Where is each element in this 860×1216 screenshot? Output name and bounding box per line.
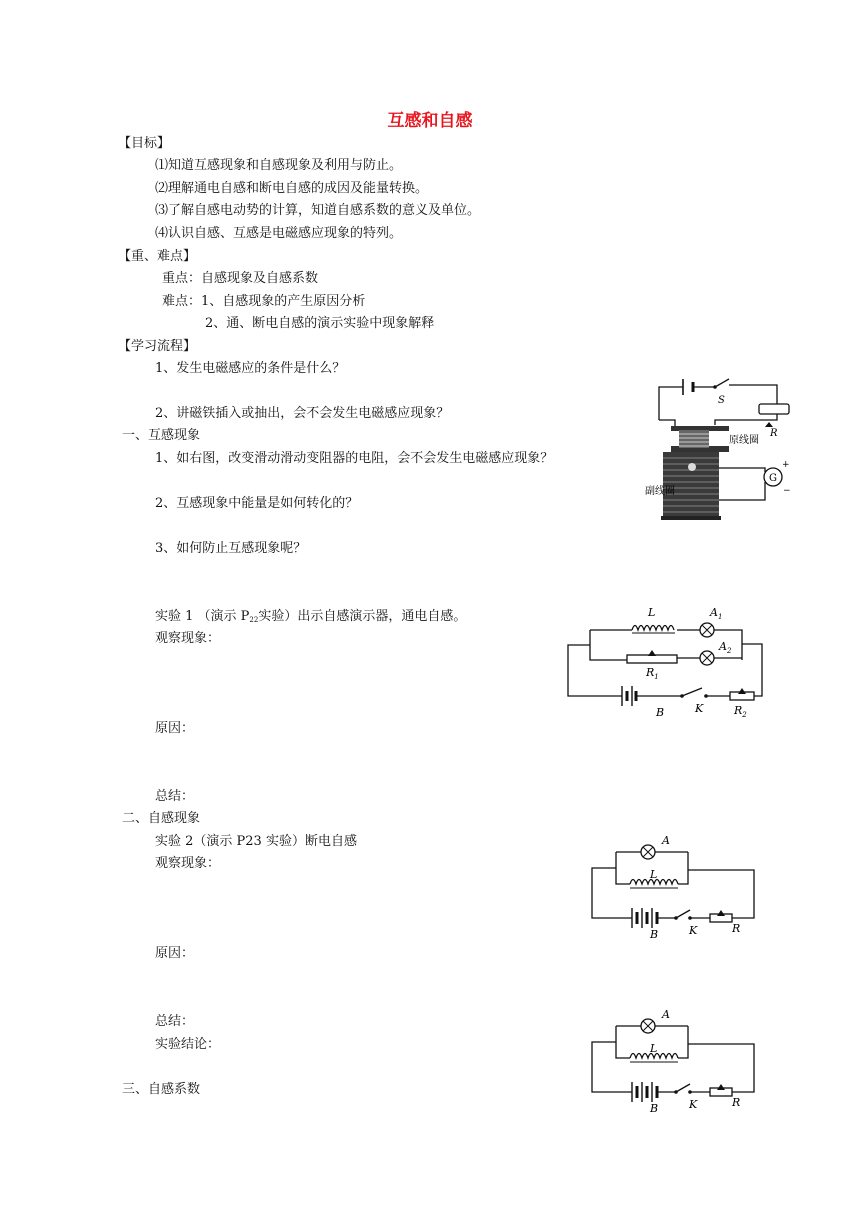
page-title: 互感和自感	[387, 111, 473, 131]
switch-label: K	[695, 702, 704, 715]
goal-item: ⑴知道互感现象和自感现象及利用与防止。	[155, 158, 403, 173]
inductor-label: L	[650, 1042, 658, 1055]
primary-coil-label: 原线圈	[729, 435, 759, 446]
goal-item: ⑷认识自感、互感是电磁感应现象的特列。	[155, 226, 403, 241]
key-point: 重点：自感现象及自感系数	[162, 271, 319, 286]
bulb-a2-label: $A_2$	[719, 640, 732, 655]
reason-label: 原因：	[155, 721, 195, 736]
rheostat-label: R	[732, 922, 741, 935]
battery-label: B	[650, 928, 659, 941]
switch-label: K	[689, 1098, 698, 1111]
rheostat-r2-label: $R_2$	[734, 704, 747, 719]
section-question: 1、如右图，改变滑动滑动变阻器的电阻，会不会发生电磁感应现象？	[155, 451, 554, 466]
bulb-a-label: A	[662, 1008, 670, 1021]
secondary-coil-label: 副线圈	[645, 486, 675, 497]
observe-label: 观察现象：	[155, 856, 221, 871]
switch-label: K	[689, 924, 698, 937]
observe-label: 观察现象：	[155, 631, 221, 646]
switch-label: S	[718, 395, 725, 406]
inductor-label: L	[648, 606, 656, 619]
summary-label: 总结：	[155, 789, 195, 804]
battery-label: B	[650, 1102, 659, 1115]
difficult-point: 2、通、断电自感的演示实验中现象解释	[205, 316, 435, 331]
experiment-2-label: 实验 2（演示 P23 实验）断电自感	[155, 834, 357, 849]
conclusion-label: 实验结论：	[155, 1037, 221, 1052]
minus-label: −	[783, 486, 791, 496]
section-heading: 二、自感现象	[122, 811, 201, 826]
section-heading: 三、自感系数	[122, 1082, 201, 1097]
bulb-a1-label: $A_1$	[710, 606, 723, 621]
galvanometer-label: G	[769, 473, 777, 484]
rheostat-label: R	[770, 428, 778, 439]
reason-label: 原因：	[155, 946, 195, 961]
battery-label: B	[656, 706, 665, 719]
summary-label: 总结：	[155, 1014, 195, 1029]
rheostat-label: R	[732, 1096, 741, 1109]
section-question: 2、互感现象中能量是如何转化的？	[155, 496, 359, 511]
experiment-2-circuit	[586, 832, 766, 942]
experiment-1-label: 实验 1 （演示 $P_{22}$实验）出示自感演示器，通电自感。	[155, 609, 467, 624]
goal-item: ⑵理解通电自感和断电自感的成因及能量转换。	[155, 181, 429, 196]
section-heading: 一、互感现象	[122, 428, 201, 443]
section-question: 3、如何防止互感现象呢？	[155, 541, 307, 556]
key-points-heading: 【重、难点】	[118, 249, 197, 264]
experiment-3-circuit	[586, 1006, 766, 1116]
plus-label: +	[782, 460, 790, 470]
mutual-induction-figure	[643, 372, 801, 520]
resistor-r1-label: $R_1$	[646, 666, 659, 681]
inductor-label: L	[650, 868, 658, 881]
difficult-point: 难点：1、自感现象的产生原因分析	[162, 294, 366, 309]
experiment-1-circuit	[562, 600, 772, 722]
flow-heading: 【学习流程】	[118, 339, 197, 354]
bulb-a-label: A	[662, 834, 670, 847]
goals-heading: 【目标】	[118, 136, 171, 151]
flow-question: 1、发生电磁感应的条件是什么？	[155, 361, 346, 376]
goal-item: ⑶了解自感电动势的计算，知道自感系数的意义及单位。	[155, 203, 481, 218]
flow-question: 2、讲磁铁插入或抽出，会不会发生电磁感应现象？	[155, 406, 450, 421]
